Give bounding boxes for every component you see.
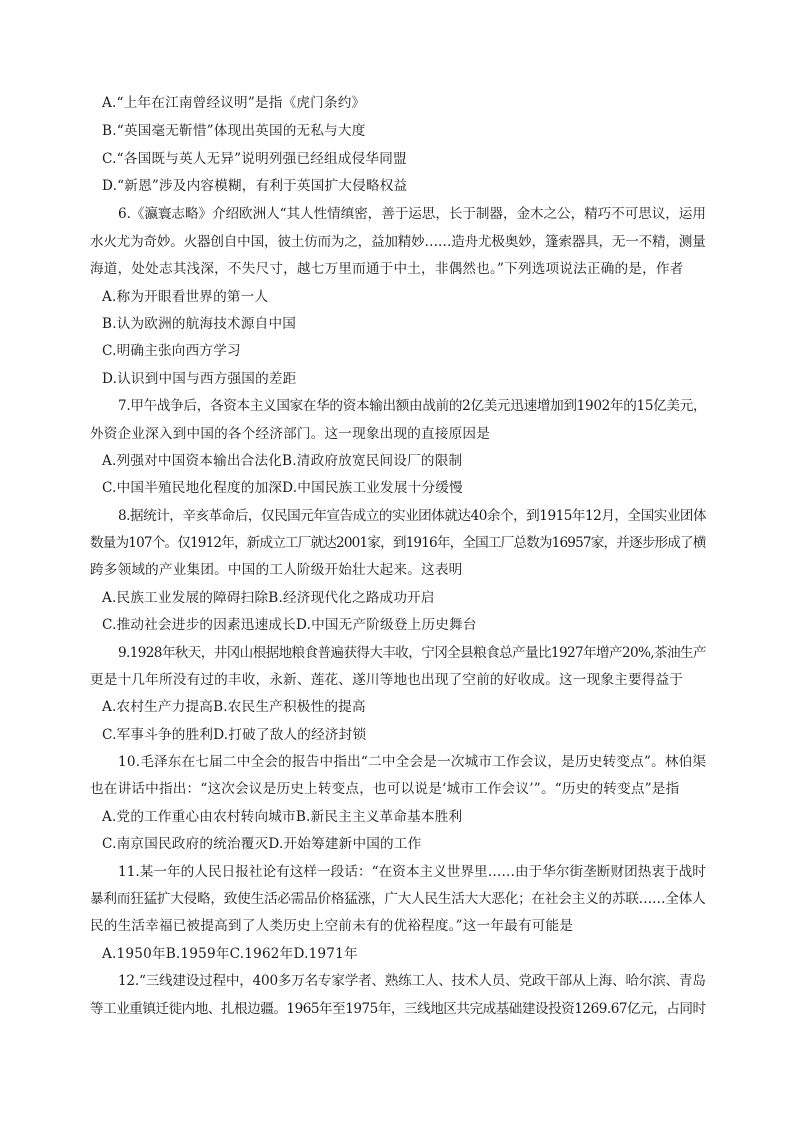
q9-options-ab: A.农村生产力提高B.农民生产积极性的提高 <box>102 699 366 715</box>
q6-stem-line-3: 海道，处处志其浅深，不失尺寸，越七万里而通于中土，非偶然也。”下列选项说法正确的是，作者 <box>90 261 684 277</box>
q5-option-b: B.“英国毫无靳惜”体现出英国的无私与大度 <box>102 123 366 139</box>
q5-option-d: D.“新恩”涉及内容模糊，有利于英国扩大侵略权益 <box>102 178 408 194</box>
q10-stem-line-1: 10.毛泽东在七届二中全会的报告中指出“二中全会是一次城市工作会议，是历史转变点”。林伯渠 <box>118 754 707 770</box>
q12-stem-line-2: 等工业重镇迁徙内地、扎根边疆。1965年至1975年，三线地区共完成基础建设投资1269.67亿元，占同时 <box>90 1001 706 1017</box>
q6-option-c: C.明确主张向西方学习 <box>102 343 241 359</box>
q9-options-cd: C.军事斗争的胜利D.打破了敌人的经济封锁 <box>102 727 367 743</box>
q7-options-ab: A.列强对中国资本输出合法化B.清政府放宽民间设厂的限制 <box>102 453 463 469</box>
q8-options-ab: A.民族工业发展的障碍扫除B.经济现代化之路成功开启 <box>102 590 435 606</box>
q11-stem-line-3: 民的生活幸福已被提高到了人类历史上空前未有的优裕程度。”这一年最有可能是 <box>90 918 574 934</box>
q9-stem-line-2: 更是十几年所没有过的丰收，永新、莲花、遂川等地也出现了空前的好收成。这一现象主要得益于 <box>90 672 684 688</box>
q8-stem-line-1: 8.据统计，辛亥革命后，仅民国元年宣告成立的实业团体就达40余个，到1915年12月，全国实业团体 <box>118 508 707 524</box>
q11-options: A.1950年B.1959年C.1962年D.1971年 <box>102 946 358 962</box>
q6-option-d: D.认识到中国与西方强国的差距 <box>102 371 297 387</box>
q5-option-a: A.“上年在江南曾经议明”是指《虎门条约》 <box>102 95 366 111</box>
q6-option-a: A.称为开眼看世界的第一人 <box>102 289 269 305</box>
q11-stem-line-1: 11.某一年的人民日报社论有这样一段话：“在资本主义世界里……由于华尔街垄断财团热衷于战时 <box>118 864 706 880</box>
q6-stem-line-1: 6.《瀛寰志略》介绍欧洲人“其人性情缜密，善于运思，长于制器，金木之公，精巧不可思议，运用 <box>118 206 706 222</box>
q6-stem-line-2: 水火尤为奇妙。火器创自中国，彼土仿而为之，益加精妙……造舟尤极奥妙，篷索器具，无一不精，测量 <box>90 234 706 250</box>
q8-options-cd: C.推动社会进步的因素迅速成长D.中国无产阶级登上历史舞台 <box>102 617 477 633</box>
q6-option-b: B.认为欧洲的航海技术源自中国 <box>102 316 297 332</box>
q7-stem-line-1: 7.甲午战争后，各资本主义国家在华的资本输出额由战前的2亿美元迅速增加到1902年的15亿美元， <box>118 398 707 414</box>
q12-stem-line-1: 12.“三线建设过程中，400多万名专家学者、熟练工人、技术人员、党政干部从上海、哈尔滨、青岛 <box>118 973 706 989</box>
q7-options-cd: C.中国半殖民地化程度的加深D.中国民族工业发展十分缓慢 <box>102 480 463 496</box>
q10-options-ab: A.党的工作重心由农村转向城市B.新民主主义革命基本胜利 <box>102 809 463 825</box>
q7-stem-line-2: 外资企业深入到中国的各个经济部门。这一现象出现的直接原因是 <box>90 426 491 442</box>
q10-stem-line-2: 也在讲话中指出：“这次会议是历史上转变点，也可以说是‘城市工作会议’”。“历史的转变点”是指 <box>90 781 680 797</box>
q9-stem-line-1: 9.1928年秋天，井冈山根据地粮食普遍获得大丰收，宁冈全县粮食总产量比1927年增产20%,茶油生产 <box>118 645 706 661</box>
q10-options-cd: C.南京国民政府的统治覆灭D.开始筹建新中国的工作 <box>102 836 422 852</box>
q11-stem-line-2: 暴利而狂猛扩大侵略，致使生活必需品价格猛涨，广大人民生活大大恶化；在社会主义的苏联……全体人 <box>90 891 706 907</box>
q8-stem-line-2: 数量为107个。仅1912年，新成立工厂就达2001家，到1916年，全国工厂总数为16957家，并逐步形成了横 <box>90 535 706 551</box>
q5-option-c: C.“各国既与英人无异”说明列强已经组成侵华同盟 <box>102 151 407 167</box>
q8-stem-line-3: 跨多领域的产业集团。中国的工人阶级开始壮大起来。这表明 <box>90 562 463 578</box>
